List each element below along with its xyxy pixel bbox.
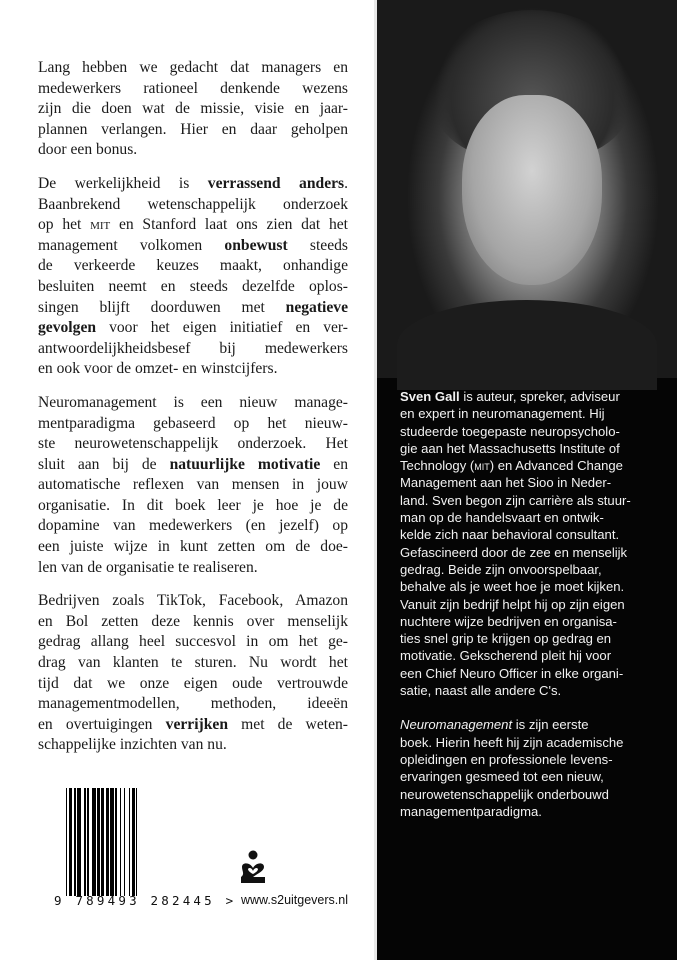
text-line xyxy=(38,120,348,141)
text-line xyxy=(38,591,348,612)
text-line xyxy=(38,298,348,319)
text-segment: Neuromanagement xyxy=(400,717,513,733)
text-segment: behalve als je weet hoe je moet kijken. xyxy=(400,579,625,595)
publisher-url[interactable]: www.s2uitgevers.nl xyxy=(241,893,348,907)
text-segment: singen blijft doorduwen met xyxy=(38,298,286,316)
text-segment: en Bol zetten deze kennis over menselijk xyxy=(38,612,348,630)
text-segment: een juiste wijze in kunt zetten om de doe- xyxy=(38,538,348,556)
text-segment: ste neurowetenschappelijk onderzoek. Het xyxy=(38,435,348,453)
author-panel xyxy=(377,0,677,960)
text-line xyxy=(400,457,660,474)
text-segment: besluiten neemt en steeds dezelfde oplos- xyxy=(38,277,348,295)
isbn-number: 9 789493 282445 > xyxy=(54,893,237,908)
text-segment: Sven Gall xyxy=(400,389,460,404)
text-segment: drag van klanten te sturen. Nu wordt het xyxy=(38,654,348,672)
text-line xyxy=(38,558,348,579)
text-segment: op het xyxy=(38,216,91,234)
isbn-barcode xyxy=(66,788,212,898)
text-line xyxy=(38,414,348,435)
text-segment: organisatie. In dit boek leer je hoe je de xyxy=(38,496,348,514)
text-line xyxy=(38,434,348,455)
text-line xyxy=(38,99,348,120)
text-line xyxy=(38,632,348,653)
text-line xyxy=(400,492,660,509)
text-line xyxy=(38,318,348,339)
text-line xyxy=(400,423,660,440)
text-segment: automatische reflexen van mensen in jouw xyxy=(38,476,348,494)
text-segment: . xyxy=(344,174,349,192)
text-segment: ervaringen gesmeed tot een nieuw, xyxy=(400,769,604,785)
text-line xyxy=(400,544,660,561)
text-segment: steeds xyxy=(287,236,348,254)
text-segment: ties snel grip te krijgen op gedrag en xyxy=(400,631,612,647)
text-segment: schappelijke inzichten van nu. xyxy=(38,736,227,754)
text-segment: de verkeerde keuzes maakt, onhandige xyxy=(38,257,348,275)
text-line xyxy=(38,256,348,277)
text-segment: mit xyxy=(90,216,111,234)
text-line xyxy=(38,715,348,736)
paragraph xyxy=(400,388,660,699)
paragraph xyxy=(38,174,348,380)
text-segment: onbewust xyxy=(224,236,288,254)
text-line xyxy=(38,475,348,496)
text-segment: sluit aan bij de xyxy=(38,455,170,473)
text-segment: Vanuit zijn bedrijf helpt hij op zijn eigen xyxy=(400,596,625,612)
text-line xyxy=(400,596,660,613)
text-line xyxy=(400,665,660,682)
text-line xyxy=(38,496,348,517)
text-segment: Bedrijven zoals TikTok, Facebook, Amazon xyxy=(38,592,348,610)
text-segment: nuchtere wijze bedrijven en organisa- xyxy=(400,613,617,629)
text-segment: gie aan het Massachusetts Institute of xyxy=(400,440,620,456)
text-line xyxy=(38,79,348,100)
text-segment: satie, naast alle andere C's. xyxy=(400,683,562,699)
text-line xyxy=(400,613,660,630)
text-segment: een Chief Neuro Officer in elke organi- xyxy=(400,665,624,681)
text-line xyxy=(400,561,660,578)
text-segment: managementparadigma. xyxy=(400,803,542,819)
paragraph xyxy=(38,393,348,578)
text-line xyxy=(400,803,660,820)
text-line xyxy=(400,682,660,699)
text-line xyxy=(38,215,348,236)
text-segment: verrijken xyxy=(165,715,228,733)
text-segment: negatieve xyxy=(285,298,348,316)
text-line xyxy=(38,393,348,414)
text-segment: neurowetenschappelijk onderbouwd xyxy=(400,786,609,802)
text-segment: verrassend anders xyxy=(207,174,345,192)
text-segment: Lang hebben we gedacht dat managers en xyxy=(38,59,348,76)
text-segment: Gefascineerd door de zee en menselijk xyxy=(400,544,628,560)
text-line xyxy=(38,455,348,476)
barcode-bar xyxy=(137,788,138,896)
text-segment: studeerde toegepaste neuropsycholo- xyxy=(400,423,620,439)
text-line xyxy=(400,388,660,405)
text-segment: gedrag. Beide zijn onvoorspelbaar, xyxy=(400,561,602,577)
text-segment: door een bonus. xyxy=(38,141,138,159)
text-line xyxy=(38,140,348,161)
text-line xyxy=(38,537,348,558)
publisher-logo-icon xyxy=(240,850,266,886)
paragraph xyxy=(38,58,348,161)
text-segment: Management aan het Sioo in Neder- xyxy=(400,475,612,491)
text-line xyxy=(38,277,348,298)
text-line xyxy=(400,509,660,526)
text-segment: gevolgen xyxy=(38,319,97,337)
text-segment: land. Sven begon zijn carrière als stuur- xyxy=(400,492,631,508)
blurb xyxy=(38,58,348,769)
text-line xyxy=(38,674,348,695)
text-line xyxy=(38,174,348,195)
text-segment: tijd dat we onze eigen oude vertrouwde xyxy=(38,674,348,692)
text-line xyxy=(38,359,348,380)
text-segment: is zijn eerste xyxy=(512,717,589,733)
text-segment: en Stanford laat ons zien dat het xyxy=(110,216,348,234)
text-segment: en overtuigingen xyxy=(38,715,166,733)
text-line xyxy=(38,58,348,79)
text-segment: kelde zich naar behavioral consultant. xyxy=(400,527,620,543)
text-segment: len van de organisatie te realiseren. xyxy=(38,558,258,576)
text-segment: voor het eigen initiatief en ver- xyxy=(96,319,348,337)
text-segment: opleidingen en professionele levens- xyxy=(400,751,613,767)
text-segment: management volkomen xyxy=(38,236,225,254)
text-line xyxy=(400,734,660,751)
text-line xyxy=(38,339,348,360)
text-segment: managementmodellen, methoden, ideeën xyxy=(38,695,348,713)
text-segment: Technology ( xyxy=(400,458,475,474)
author-bio xyxy=(400,388,660,837)
text-segment: Baanbrekend wetenschappelijk onderzoek xyxy=(38,195,348,213)
text-segment: boek. Hierin heeft hij zijn academische xyxy=(400,734,624,750)
text-segment: en expert in neuromanagement. Hij xyxy=(400,406,605,422)
text-segment: natuurlijke motivatie xyxy=(169,455,321,473)
paragraph xyxy=(400,716,660,820)
text-line xyxy=(38,236,348,257)
text-segment: en xyxy=(320,455,348,473)
text-segment: antwoordelijkheidsbesef bij medewerkers xyxy=(38,339,348,357)
text-segment: zijn die doen wat de missie, visie en jaar- xyxy=(38,100,348,118)
text-line xyxy=(400,440,660,457)
text-segment: gedrag allang heel succesvol in om het ge- xyxy=(38,633,348,651)
text-line xyxy=(38,735,348,756)
text-line xyxy=(400,716,660,733)
text-line xyxy=(400,786,660,803)
text-segment: Neuromanagement is een nieuw manage- xyxy=(38,393,348,411)
text-segment: met de weten- xyxy=(228,715,348,733)
text-segment: medewerkers rationeel denkende wezens xyxy=(38,79,348,97)
text-segment: en ook voor de omzet- en winstcijfers. xyxy=(38,360,278,378)
text-line xyxy=(38,195,348,216)
text-segment: ) en Advanced Change xyxy=(489,458,623,474)
text-segment: motivatie. Gekscherend pleit hij voor xyxy=(400,648,612,664)
text-line xyxy=(400,578,660,595)
text-segment: mentparadigma gebaseerd op het nieuw- xyxy=(38,414,348,432)
author-photo xyxy=(377,0,677,378)
text-line xyxy=(400,474,660,491)
text-segment: De werkelijkheid is xyxy=(38,174,208,192)
text-line xyxy=(400,647,660,664)
text-line xyxy=(38,694,348,715)
text-line xyxy=(400,405,660,422)
text-segment: dopamine van medewerkers (en jezelf) op xyxy=(38,517,348,535)
text-line xyxy=(38,516,348,537)
text-segment: mit xyxy=(474,458,490,474)
text-line xyxy=(400,768,660,785)
text-line xyxy=(400,526,660,543)
text-line xyxy=(38,612,348,633)
text-segment: plannen verlangen. Hier en daar geholpen xyxy=(38,120,348,138)
text-segment: is auteur, spreker, adviseur xyxy=(459,389,620,404)
paragraph xyxy=(38,591,348,756)
text-line xyxy=(400,630,660,647)
text-line xyxy=(400,751,660,768)
text-segment: man op de handelsvaart en ontwik- xyxy=(400,510,604,526)
text-line xyxy=(38,653,348,674)
